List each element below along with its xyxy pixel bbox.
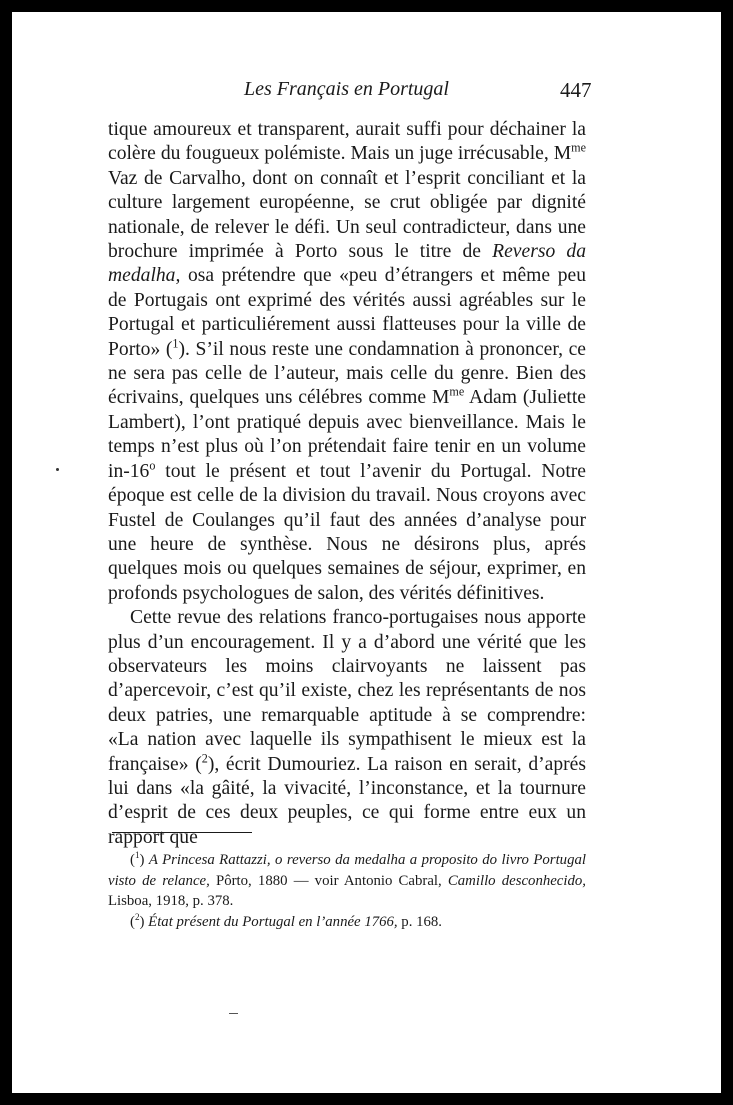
- footnote-ref: 2: [201, 751, 208, 766]
- text-run: Lisboa, 1918, p. 378.: [108, 893, 234, 909]
- page-header: [12, 78, 721, 108]
- running-title: Les Français en Portugal: [244, 78, 449, 100]
- footnote-separator: [112, 832, 252, 833]
- text-run: Vaz de Carvalho, dont on connaît et l’esprit conciliant et la culture largement européenne, se crut obligée par dignité nationale, de relever le défi. Un seul contradicteur, dans une brochure imprimée à Porto sous le titre de: [108, 167, 586, 263]
- superscript: me: [571, 140, 586, 155]
- text-run: Adam (Juliette Lambert), l’ont pratiqué depuis avec bienveillance. Mais le temps n’est plus où l’on prétendait faire tenir en un volume in-16: [108, 387, 586, 482]
- italic-text: Camillo desconhecido,: [447, 872, 586, 889]
- margin-speck: [56, 468, 59, 471]
- text-run: Pôrto, 1880 — voir Antonio Cabral,: [209, 872, 448, 889]
- text-run: p. 168.: [397, 913, 442, 930]
- superscript: me: [449, 384, 465, 399]
- page-number: 447: [560, 78, 592, 102]
- margin-speck: [229, 1013, 238, 1014]
- text-run: ). S’il nous reste une condamnation à prononcer, ce ne sera pas celle de l’auteur, mais celle du genre. Bien des écrivains, quelques uns célébres comme M: [108, 338, 586, 409]
- book-page: [12, 12, 721, 1093]
- footnote-number: 1: [134, 850, 140, 861]
- italic-title: Reverso da medalha,: [108, 241, 586, 287]
- text-run: tique amoureux et transparent, aurait suffi pour déchainer la colère du fougueux polémiste. Mais un juge irrécusable, M: [108, 119, 586, 165]
- paragraph: [108, 606, 586, 850]
- text-run: ), écrit Dumouriez. La raison en serait, d’aprés lui dans «la gâité, la vivacité, l’inconstance, et la tournure d’esprit de ces deux peuples, ce qui forme entre eux un rapport que: [108, 753, 586, 848]
- superscript: o: [149, 458, 156, 473]
- footnotes: [108, 850, 586, 932]
- body-text: [108, 118, 586, 850]
- footnote: ($^2$) État présent du Portugal en l’année 1766, p. 168.: [130, 911, 442, 930]
- text-run: osa prétendre que «peu d’étrangers et même peu de Portugais ont exprimé des vérités aussi agréables sur le Portugal et particuliérement aussi flatteuses pour la ville de Porto» (: [108, 265, 586, 360]
- footnote-ref: 1: [172, 336, 179, 351]
- text-run: tout le présent et tout l’avenir du Portugal. Notre époque est celle de la division du travail. Nous croyons avec Fustel de Coulanges qu’il faut des années d’analyse pour une heure de synthèse. Nous ne désirons plus, aprés quelques mois ou quelques semaines de séjour, exprimer, en profonds psychologues de salon, des vérités définitives.: [108, 460, 586, 604]
- italic-text: A Princesa Rattazzi, o reverso da medalha a proposito do livro Portugal visto de relance,: [108, 852, 586, 889]
- footnote-number: 2: [134, 911, 140, 922]
- paragraph: [108, 118, 586, 606]
- italic-text: État présent du Portugal en l’année 1766,: [148, 913, 398, 930]
- footnote: ($^1$) A Princesa Rattazzi, o reverso da medalha a proposito do livro Portugal visto de relance, Pôrto, 1880 — voir Antonio Cabral, Camillo desconhecido, Lisboa, 1918, p. 378.: [108, 850, 586, 909]
- text-run: Cette revue des relations franco-portugaises nous apporte plus d’un encouragement. Il y a d’abord une vérité que les observateurs les moins clairvoyants ne laissent pas d’apercevoir, c’est qu’il existe, chez les représentants de nos deux patries, une remarquable aptitude à se comprendre: «La nation avec laquelle ils sympathisent le mieux est la française» (: [108, 607, 586, 775]
